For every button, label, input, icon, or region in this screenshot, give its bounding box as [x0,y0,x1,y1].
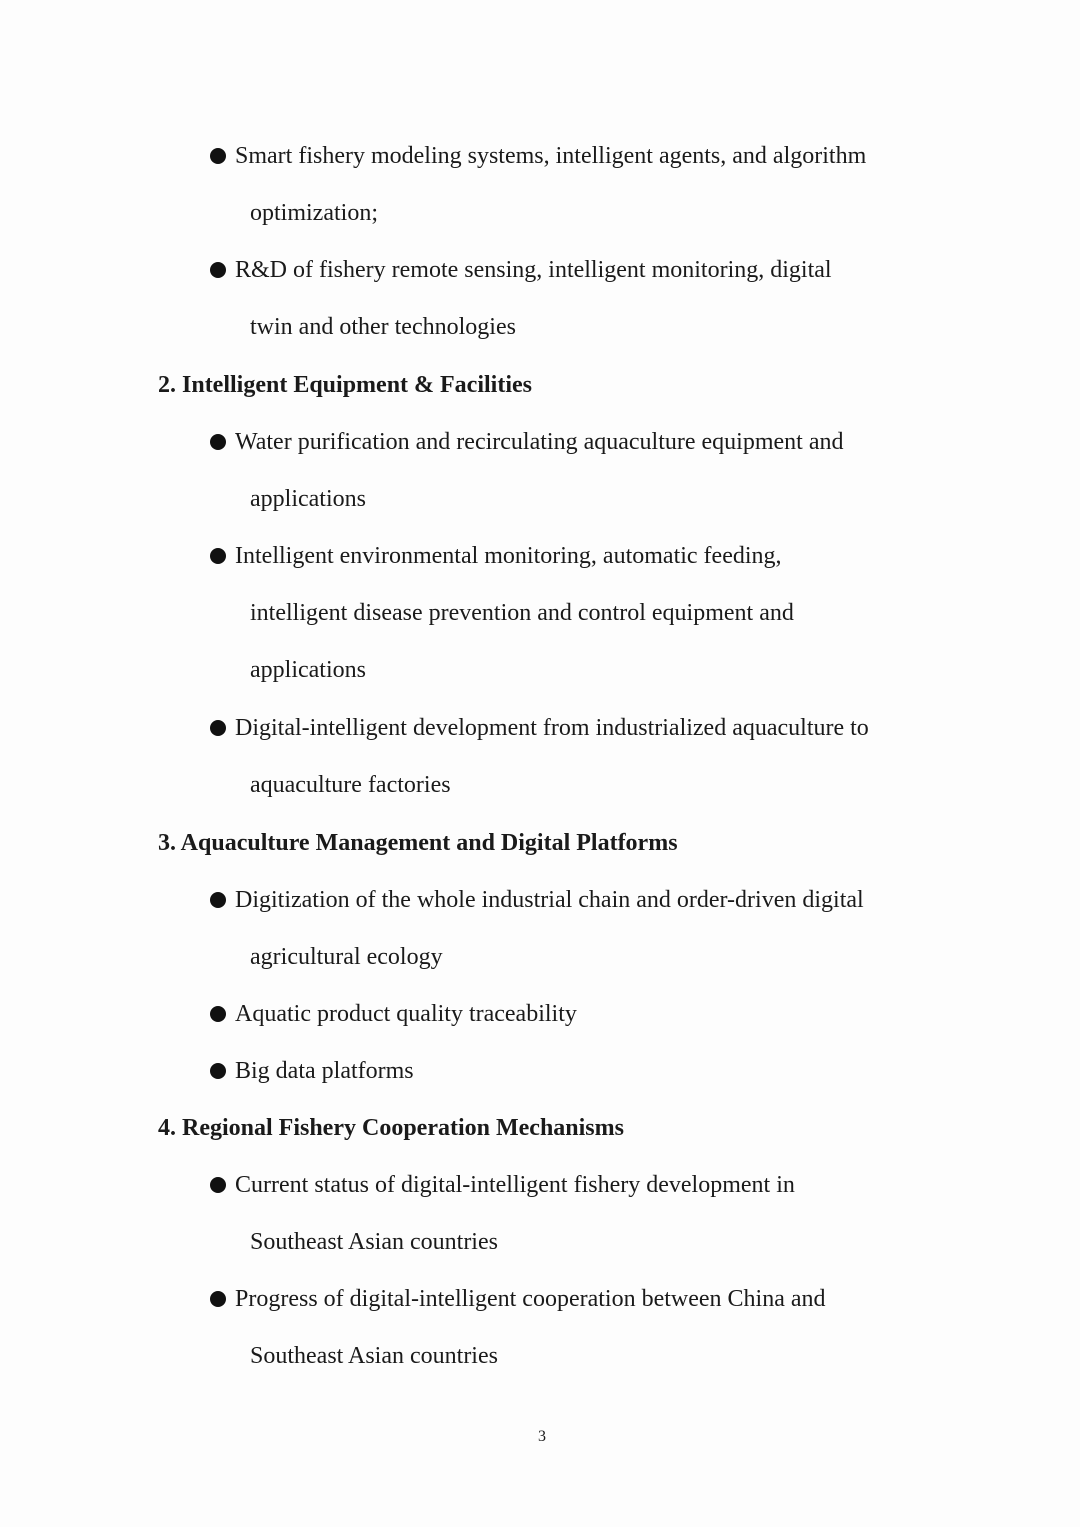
list-item [210,242,930,356]
list-item-text: Southeast Asian countries [250,1229,498,1255]
bullet-dot-icon [210,548,226,564]
list-item-text: aquaculture factories [250,772,451,798]
bullet-dot-icon [210,1291,226,1307]
section-heading: 2. Intelligent Equipment & Facilities [158,372,532,398]
list-item-text: optimization; [250,200,378,226]
list-item-text: Digitization of the whole industrial chain and order-driven digital [235,887,864,913]
bullet-dot-icon [210,262,226,278]
list-item-text: R&D of fishery remote sensing, intelligent monitoring, digital [235,257,832,283]
bullet-dot-icon [210,1063,226,1079]
list-item-text: Aquatic product quality traceability [235,1001,577,1027]
list-item [210,1043,930,1100]
bullet-dot-icon [210,1006,226,1022]
bullet-dot-icon [210,1177,226,1193]
list-item-text: intelligent disease prevention and control equipment and [250,600,794,626]
list-item-text: agricultural ecology [250,944,443,970]
list-item-text: Southeast Asian countries [250,1343,498,1369]
list-item-text: applications [250,486,366,512]
list-item-text: twin and other technologies [250,314,516,340]
section-heading: 4. Regional Fishery Cooperation Mechanisms [158,1115,624,1141]
bullet-dot-icon [210,148,226,164]
list-item [210,1271,930,1385]
list-item [210,528,930,699]
list-item-text: Progress of digital-intelligent cooperation between China and [235,1286,826,1312]
list-item [210,414,930,528]
list-item [210,128,930,242]
section-heading: 3. Aquaculture Management and Digital Platforms [158,830,678,856]
list-item-text: applications [250,657,366,683]
list-item [210,872,930,986]
bullet-dot-icon [210,434,226,450]
bullet-dot-icon [210,720,226,736]
list-item-text: Big data platforms [235,1058,414,1084]
page-number: 3 [538,1428,546,1445]
list-item-text: Smart fishery modeling systems, intelligent agents, and algorithm [235,143,867,169]
list-item [210,700,930,814]
list-item [210,1157,930,1271]
list-item-text: Water purification and recirculating aquaculture equipment and [235,429,844,455]
list-item-text: Intelligent environmental monitoring, automatic feeding, [235,543,782,569]
list-item-text: Current status of digital-intelligent fishery development in [235,1172,795,1198]
list-item-text: Digital-intelligent development from industrialized aquaculture to [235,715,869,741]
bullet-dot-icon [210,892,226,908]
list-item [210,986,930,1043]
